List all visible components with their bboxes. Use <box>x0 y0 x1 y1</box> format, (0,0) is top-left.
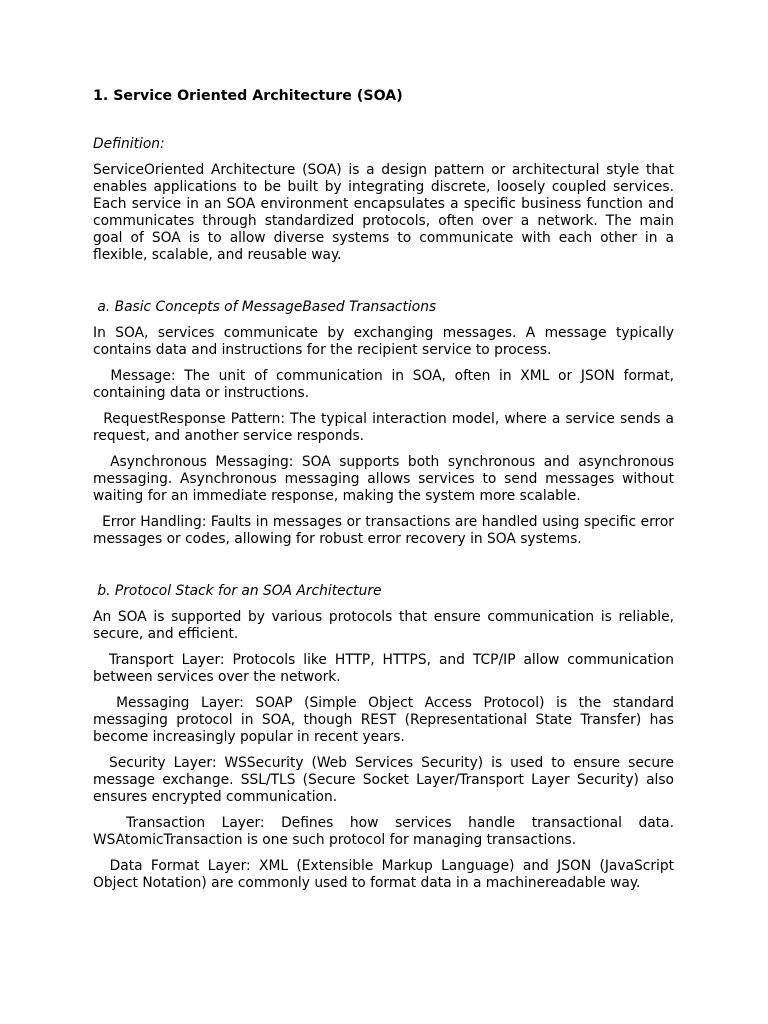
section-b-intro: An SOA is supported by various protocols that ensure communication is reliable, secure, and efficient. <box>93 609 674 642</box>
section-a-item-request-response: RequestResponse Pattern: The typical interaction model, where a service sends a request, and another service responds. <box>93 411 679 444</box>
section-spacer <box>93 557 674 583</box>
section-b-item-security-layer: Security Layer: WSSecurity (Web Services Security) is used to ensure secure message exchange. SSL/TLS (Secure Socket Layer/Transport Layer Security) also ensures encrypted communication. <box>93 755 679 805</box>
section-a-item-async-messaging: Asynchronous Messaging: SOA supports both synchronous and asynchronous messaging. Asynchronous messaging allows services to send messages without waiting for an immediate response, making the system more scalable. <box>93 454 679 504</box>
document-page <box>93 86 679 901</box>
definition-label: Definition: <box>93 136 165 152</box>
section-a-intro: In SOA, services communicate by exchanging messages. A message typically contains data and instructions for the recipient service to process. <box>93 325 674 358</box>
section-a-item-message: Message: The unit of communication in SOA, often in XML or JSON format, containing data or instructions. <box>93 368 679 401</box>
section-b-item-data-format-layer: Data Format Layer: XML (Extensible Markup Language) and JSON (JavaScript Object Notation) are commonly used to format data in a machinereadable way. <box>93 858 679 891</box>
section-b-item-transaction-layer: Transaction Layer: Defines how services handle transactional data. WSAtomicTransaction is one such protocol for managing transactions. <box>93 815 679 848</box>
definition-paragraph: ServiceOriented Architecture (SOA) is a design pattern or architectural style that enables applications to be built by integrating discrete, loosely coupled services. Each service in an SOA environment encapsulates a specific business function and communicates through standardized protocols, often over a network. The main goal of SOA is to allow diverse systems to communicate with each other in a flexible, scalable, and reusable way. <box>93 162 674 263</box>
page-title: 1. Service Oriented Architecture (SOA) <box>93 88 403 104</box>
section-a-heading: a. Basic Concepts of MessageBased Transactions <box>93 299 437 315</box>
section-b-item-messaging-layer: Messaging Layer: SOAP (Simple Object Access Protocol) is the standard messaging protocol in SOA, though REST (Representational State Transfer) has become increasingly popular in recent years. <box>93 695 679 745</box>
section-spacer <box>93 273 674 299</box>
section-a-item-error-handling: Error Handling: Faults in messages or transactions are handled using specific error messages or codes, allowing for robust error recovery in SOA systems. <box>93 514 679 547</box>
section-b-item-transport-layer: Transport Layer: Protocols like HTTP, HTTPS, and TCP/IP allow communication between services over the network. <box>93 652 679 685</box>
section-b-heading: b. Protocol Stack for an SOA Architecture <box>93 583 382 599</box>
